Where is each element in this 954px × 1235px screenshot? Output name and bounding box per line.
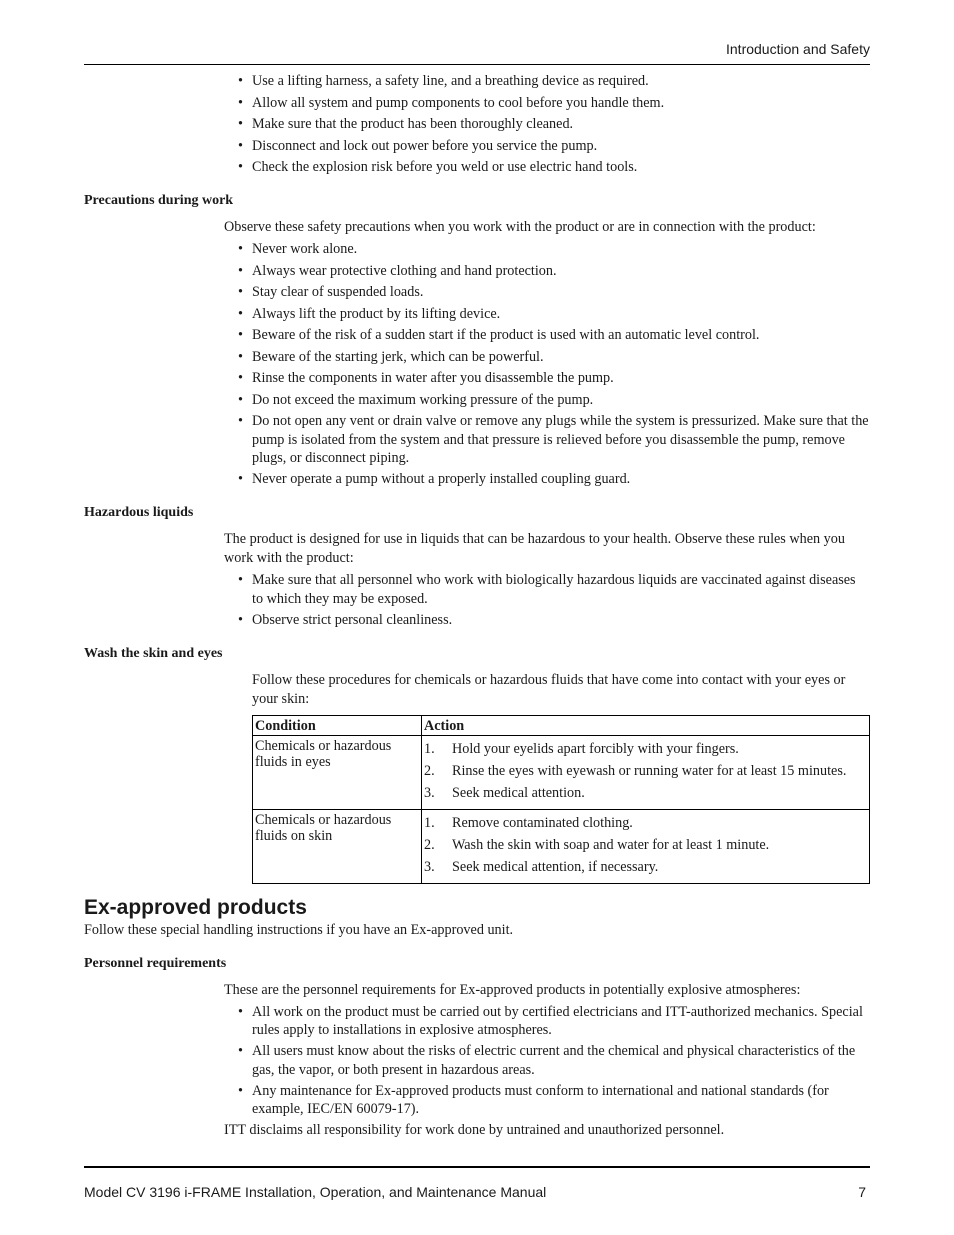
page-header: [84, 40, 870, 65]
action-cell: [422, 735, 870, 809]
list-item: • Any maintenance for Ex-approved products must conform to international and national standards (for example, IEC/EN 60079-17).: [252, 1082, 870, 1119]
step-number: 2.: [424, 762, 435, 779]
condition-cell: Chemicals or hazardous fluids in eyes: [253, 735, 422, 809]
list-item: • Beware of the risk of a sudden start if the product is used with an automatic level control.: [252, 326, 870, 345]
step-text: Seek medical attention, if necessary.: [452, 858, 659, 875]
list-item: • All work on the product must be carried out by certified electricians and ITT-authorized mechanics. Special rules apply to installations in explosive atmospheres.: [252, 1003, 870, 1040]
step-item: [424, 763, 867, 779]
step-number: 3.: [424, 858, 435, 875]
column-header-condition: Condition: [253, 715, 422, 735]
step-item: [424, 785, 867, 801]
manual-title: Model CV 3196 i-FRAME Installation, Operation, and Maintenance Manual: [84, 1184, 547, 1200]
ex-section-title: Ex-approved products: [84, 895, 307, 919]
personnel-bullet-list: [84, 1003, 870, 1119]
list-item: • Always lift the product by its lifting device.: [252, 305, 870, 324]
list-item: • Do not open any vent or drain valve or remove any plugs while the system is pressurized. Make sure that the pump is isolated from the system and that pressure is relieved before you disassemble the pump, remove plugs, or disconnect piping.: [252, 412, 870, 468]
step-number: 1.: [424, 740, 435, 757]
step-text: Rinse the eyes with eyewash or running water for at least 15 minutes.: [452, 762, 847, 779]
wash-procedure-table: [252, 715, 870, 884]
list-item: • Allow all system and pump components to cool before you handle them.: [252, 94, 870, 113]
step-number: 3.: [424, 784, 435, 801]
step-text: Remove contaminated clothing.: [452, 814, 633, 831]
hazardous-heading: Hazardous liquids: [84, 505, 194, 520]
column-header-action: Action: [422, 715, 870, 735]
list-item: • Disconnect and lock out power before you service the pump.: [252, 137, 870, 156]
hazardous-bullet-list: [84, 571, 870, 630]
page-content: [84, 72, 870, 1143]
ex-intro: Follow these special handling instructions if you have an Ex-approved unit.: [84, 921, 514, 938]
action-steps: [424, 741, 867, 801]
personnel-heading: Personnel requirements: [84, 955, 227, 971]
table-row: [253, 735, 870, 809]
precautions-intro: Observe these safety precautions when you work with the product or are in connection with the product:: [224, 219, 816, 235]
personnel-intro: These are the personnel requirements for Ex-approved products in potentially explosive atmospheres:: [224, 981, 801, 998]
condition-cell: Chemicals or hazardous fluids on skin: [253, 809, 422, 883]
table-header-row: [253, 715, 870, 735]
step-text: Seek medical attention.: [452, 784, 585, 801]
list-item: • Check the explosion risk before you weld or use electric hand tools.: [252, 158, 870, 177]
page-footer: [84, 1166, 870, 1200]
action-steps: [424, 815, 867, 875]
list-item: • Beware of the starting jerk, which can be powerful.: [252, 348, 870, 367]
page-number: 7: [858, 1184, 866, 1200]
intro-bullet-list: [84, 72, 870, 177]
list-item: • Do not exceed the maximum working pressure of the pump.: [252, 391, 870, 410]
list-item: • Observe strict personal cleanliness.: [252, 611, 870, 630]
step-item: [424, 741, 867, 757]
list-item: • Make sure that the product has been thoroughly cleaned.: [252, 115, 870, 134]
step-number: 1.: [424, 814, 435, 831]
list-item: • Always wear protective clothing and hand protection.: [252, 262, 870, 281]
step-text: Wash the skin with soap and water for at least 1 minute.: [452, 836, 770, 853]
list-item: • Make sure that all personnel who work with biologically hazardous liquids are vaccinated against diseases to which they may be exposed.: [252, 571, 870, 608]
hazardous-intro: The product is designed for use in liquids that can be hazardous to your health. Observe these rules when you work with the product:: [224, 531, 845, 566]
disclaimer-text: ITT disclaims all responsibility for work done by untrained and unauthorized personnel.: [224, 1122, 725, 1138]
step-item: [424, 815, 867, 831]
wash-intro: Follow these procedures for chemicals or hazardous fluids that have come into contact with your eyes or your skin:: [252, 671, 846, 707]
list-item: • Never operate a pump without a properly installed coupling guard.: [252, 470, 870, 489]
list-item: • Stay clear of suspended loads.: [252, 283, 870, 302]
list-item: • Rinse the components in water after you disassemble the pump.: [252, 369, 870, 388]
step-text: Hold your eyelids apart forcibly with your fingers.: [452, 740, 739, 757]
step-item: [424, 837, 867, 853]
list-item: • All users must know about the risks of electric current and the chemical and physical characteristics of the gas, the vapor, or both present in hazardous areas.: [252, 1042, 870, 1079]
step-item: [424, 859, 867, 875]
table-row: [253, 809, 870, 883]
list-item: • Use a lifting harness, a safety line, and a breathing device as required.: [252, 72, 870, 91]
wash-heading: Wash the skin and eyes: [84, 645, 223, 661]
action-cell: [422, 809, 870, 883]
precautions-bullet-list: [84, 240, 870, 489]
precautions-heading: Precautions during work: [84, 193, 234, 208]
list-item: • Never work alone.: [252, 240, 870, 259]
step-number: 2.: [424, 836, 435, 853]
header-title: Introduction and Safety: [726, 41, 870, 57]
